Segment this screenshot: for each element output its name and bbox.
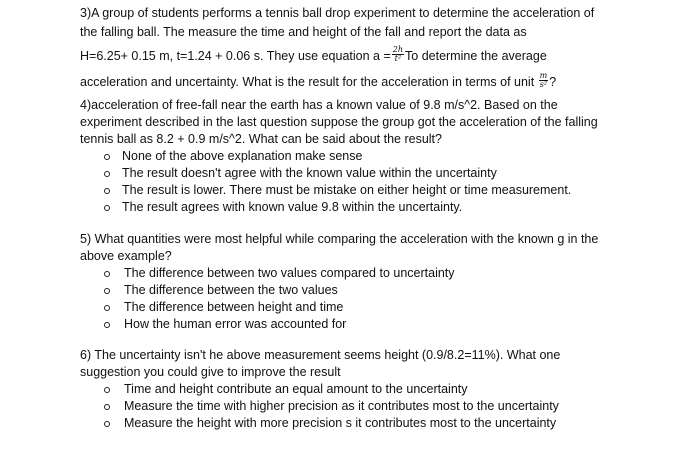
question-4-option[interactable] <box>80 148 680 165</box>
question-5-option[interactable] <box>80 316 680 333</box>
option-label: The result doesn't agree with the known value within the uncertainty <box>122 166 497 180</box>
question-6-option[interactable] <box>80 415 680 432</box>
question-4-options <box>80 148 680 216</box>
question-5-line-1: 5) What quantities were most helpful while comparing the acceleration with the known g in the <box>80 232 599 246</box>
question-3-line-4-start: acceleration and uncertainty. What is the result for the acceleration in terms of unit <box>80 75 535 89</box>
question-5-options <box>80 265 680 333</box>
question-6-options <box>80 381 680 432</box>
radio-bullet-icon[interactable] <box>104 322 110 328</box>
radio-bullet-icon[interactable] <box>104 271 110 277</box>
question-5-option[interactable] <box>80 282 680 299</box>
unit-numerator: m <box>539 71 548 81</box>
radio-bullet-icon[interactable] <box>104 188 110 194</box>
equation-numerator: 2h <box>392 45 404 55</box>
question-5-option[interactable] <box>80 265 680 282</box>
question-5-line-2: above example? <box>80 249 172 263</box>
question-4 <box>80 97 680 216</box>
option-label: The difference between height and time <box>124 300 344 314</box>
question-4-option[interactable] <box>80 165 680 182</box>
question-3-line-3-start: H=6.25+ 0.15 m, t=1.24 + 0.06 s. They use equation a = <box>80 49 391 63</box>
radio-bullet-icon[interactable] <box>104 387 110 393</box>
question-3 <box>80 3 680 94</box>
question-3-line-4 <box>80 70 680 94</box>
question-6-line-2: suggestion you could give to improve the result <box>80 365 341 379</box>
radio-bullet-icon[interactable] <box>104 404 110 410</box>
question-5-option[interactable] <box>80 299 680 316</box>
radio-bullet-icon[interactable] <box>104 288 110 294</box>
question-3-line-3 <box>80 42 680 70</box>
option-label: The difference between two values compared to uncertainty <box>124 266 455 280</box>
option-label: Measure the height with more precision s it contributes most to the uncertainty <box>124 416 557 430</box>
question-6-line-1: 6) The uncertainty isn't he above measurement seems height (0.9/8.2=11%). What one <box>80 348 561 362</box>
option-label: How the human error was accounted for <box>124 317 347 331</box>
option-label: Measure the time with higher precision as it contributes most to the uncertainty <box>124 399 559 413</box>
option-label: The result agrees with known value 9.8 within the uncertainty. <box>122 200 463 214</box>
question-3-line-2: the falling ball. The measure the time and height of the fall and report the data as <box>80 25 527 39</box>
question-3-line-1: 3)A group of students performs a tennis ball drop experiment to determine the acceleration of <box>80 6 595 20</box>
unit-fraction <box>539 72 549 89</box>
radio-bullet-icon[interactable] <box>104 154 110 160</box>
option-label: Time and height contribute an equal amount to the uncertainty <box>124 382 468 396</box>
equation-denominator: t² <box>394 54 402 64</box>
question-6-option[interactable] <box>80 381 680 398</box>
question-6-option[interactable] <box>80 398 680 415</box>
question-4-line-2: experiment described in the last question suppose the group got the acceleration of the falling <box>80 115 598 129</box>
option-label: The difference between the two values <box>124 283 338 297</box>
radio-bullet-icon[interactable] <box>104 305 110 311</box>
unit-denominator: s² <box>539 80 548 90</box>
question-4-option[interactable] <box>80 199 680 216</box>
question-3-line-4-end: ? <box>549 75 557 89</box>
question-3-line-3-end: To determine the average <box>405 49 547 63</box>
question-5 <box>80 231 680 333</box>
question-4-option[interactable] <box>80 182 680 199</box>
option-label: The result is lower. There must be mistake on either height or time measurement. <box>122 183 572 197</box>
question-6 <box>80 347 680 432</box>
radio-bullet-icon[interactable] <box>104 421 110 427</box>
acceleration-equation-fraction <box>392 46 404 63</box>
radio-bullet-icon[interactable] <box>104 205 110 211</box>
radio-bullet-icon[interactable] <box>104 171 110 177</box>
question-4-line-3: tennis ball as 8.2 + 0.9 m/s^2. What can be said about the result? <box>80 132 442 146</box>
option-label: None of the above explanation make sense <box>122 149 363 163</box>
question-4-line-1: 4)acceleration of free-fall near the earth has a known value of 9.8 m/s^2. Based on the <box>80 98 558 112</box>
